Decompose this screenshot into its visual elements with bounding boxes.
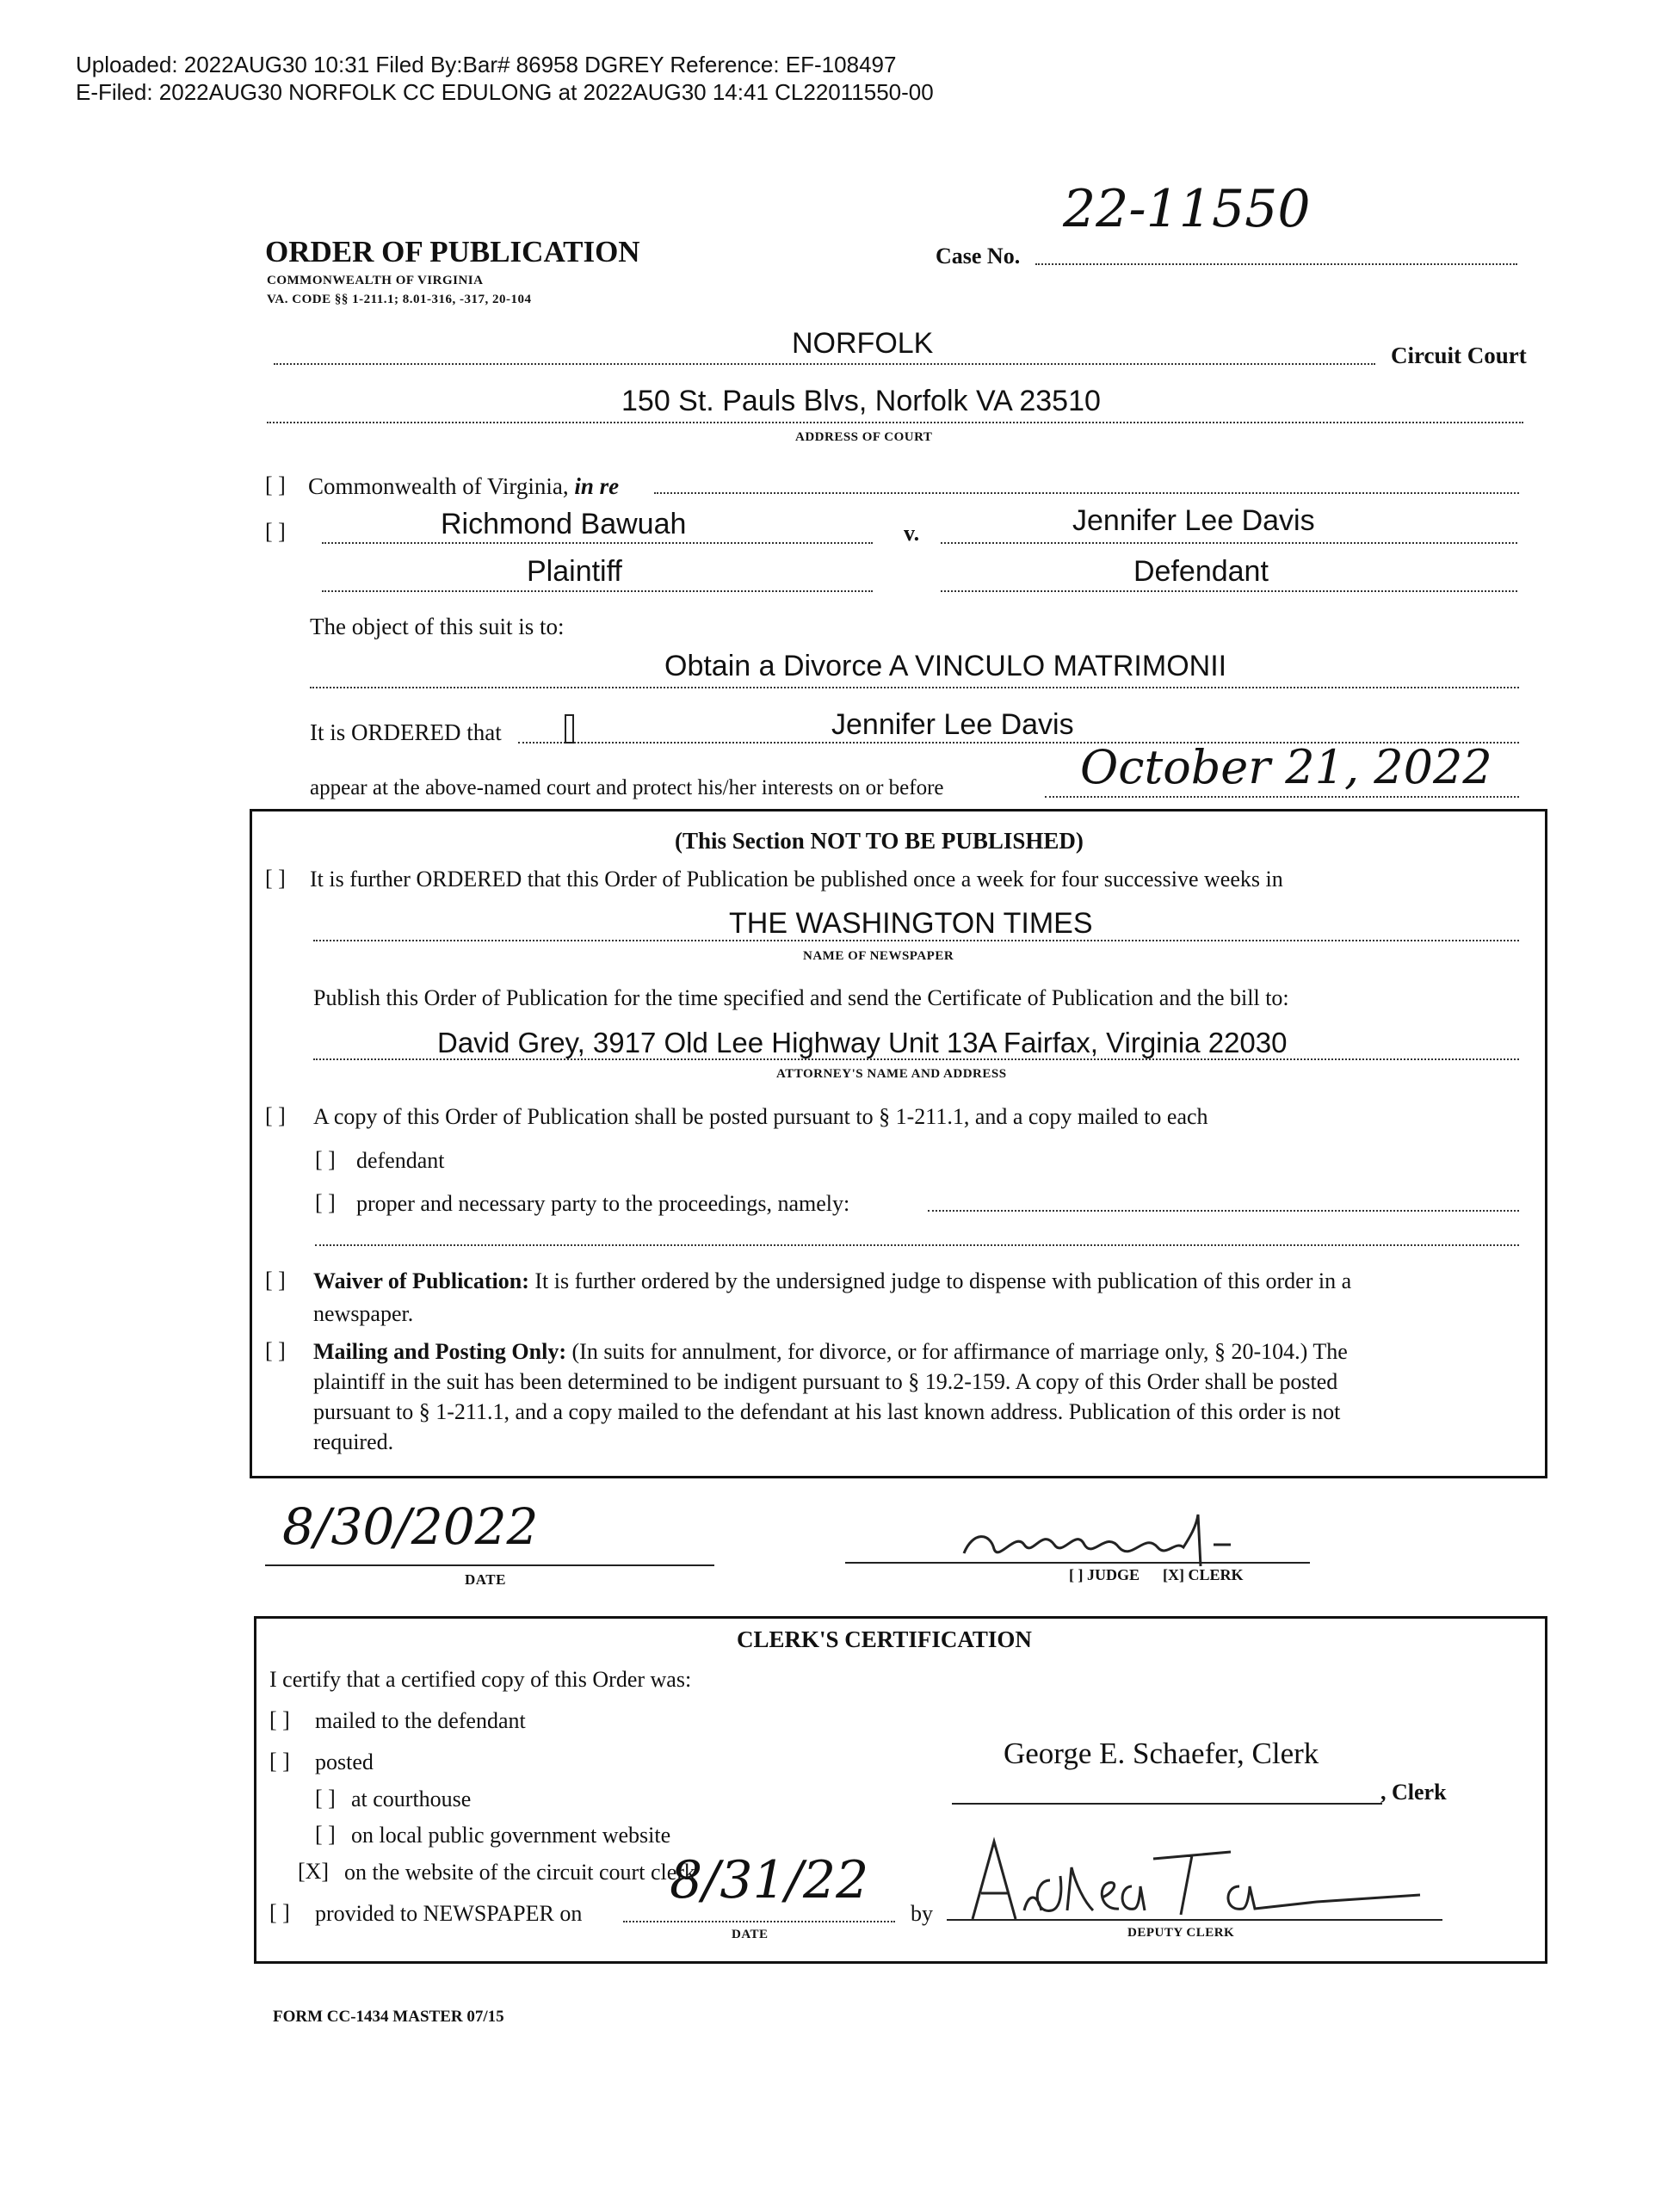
mailing-text-3: pursuant to § 1-211.1, and a copy mailed to the defendant at his last known address. Publication of this order is not bbox=[313, 1399, 1341, 1424]
ordered-cursor-mark bbox=[565, 714, 574, 744]
certification-intro: I certify that a certified copy of this Order was: bbox=[269, 1667, 692, 1692]
judge-checkbox[interactable]: [ ] bbox=[1069, 1566, 1084, 1583]
date-label: DATE bbox=[465, 1571, 506, 1588]
mailing-text-2: plaintiff in the suit has been determined to be indigent pursuant to § 19.2-159. A copy of this Order shall be posted bbox=[313, 1369, 1338, 1394]
signed-date: 8/30/2022 bbox=[282, 1497, 539, 1556]
case-no-label: Case No. bbox=[936, 244, 1021, 268]
party-option-label: proper and necessary party to the proceedings, namely: bbox=[356, 1191, 850, 1216]
mailing-checkbox[interactable]: [ ] bbox=[265, 1338, 286, 1363]
judge-clerk-labels bbox=[1069, 1566, 1244, 1584]
party-names-line bbox=[928, 1210, 1519, 1212]
gov-website-label: on local public government website bbox=[351, 1823, 671, 1848]
waiver-checkbox[interactable]: [ ] bbox=[265, 1268, 286, 1293]
defendant-name: Jennifer Lee Davis bbox=[1072, 504, 1315, 537]
mailing-text-1: (In suits for annulment, for divorce, or for affirmance of marriage only, § 20-104.) The bbox=[571, 1339, 1348, 1364]
case-no-value: 22-11550 bbox=[1063, 179, 1311, 239]
ordered-label: It is ORDERED that bbox=[310, 719, 502, 745]
defendant-label-line bbox=[941, 590, 1517, 592]
form-id: FORM CC-1434 MASTER 07/15 bbox=[273, 2008, 504, 2026]
in-re-label: in re bbox=[574, 473, 620, 499]
mailed-label: mailed to the defendant bbox=[315, 1708, 526, 1733]
waiver-line-1 bbox=[313, 1268, 1351, 1294]
defendant-label: Defendant bbox=[1133, 555, 1269, 588]
by-label: by bbox=[911, 1901, 933, 1926]
party-names-line-2 bbox=[315, 1244, 1519, 1246]
deputy-clerk-label: DEPUTY CLERK bbox=[1127, 1926, 1235, 1940]
appear-label: appear at the above-named court and protect his/her interests on or before bbox=[310, 776, 944, 799]
defendant-option-label: defendant bbox=[356, 1148, 445, 1173]
versus-label: v. bbox=[904, 521, 920, 546]
commonwealth-checkbox[interactable]: [ ] bbox=[265, 472, 286, 497]
commonwealth-line bbox=[654, 492, 1519, 494]
efile-header-line-1: Uploaded: 2022AUG30 10:31 Filed By:Bar# 86958 DGREY Reference: EF-108497 bbox=[76, 52, 897, 77]
case-no-line bbox=[1035, 263, 1517, 265]
newspaper-provided-label: provided to NEWSPAPER on bbox=[315, 1901, 583, 1926]
newspaper-provided-checkbox[interactable]: [ ] bbox=[269, 1900, 290, 1925]
date-line bbox=[265, 1564, 714, 1566]
plaintiff-label-line bbox=[322, 590, 873, 592]
plaintiff-name: Richmond Bawuah bbox=[441, 508, 687, 540]
ordered-value: Jennifer Lee Davis bbox=[831, 708, 1074, 741]
newspaper-date: 8/31/22 bbox=[670, 1850, 869, 1910]
court-address-line bbox=[267, 422, 1523, 423]
mailing-title: Mailing and Posting Only: bbox=[313, 1339, 566, 1364]
publish-text: It is further ORDERED that this Order of Publication be published once a week for four successive weeks in bbox=[310, 867, 1283, 892]
clerk-certification-heading: CLERK'S CERTIFICATION bbox=[737, 1626, 1032, 1652]
clerk-website-checkbox[interactable]: [X] bbox=[298, 1859, 330, 1884]
deputy-clerk-signature bbox=[955, 1833, 1437, 1928]
deputy-clerk-line bbox=[947, 1919, 1442, 1921]
send-text: Publish this Order of Publication for the time specified and send the Certificate of Publication and the bill to: bbox=[313, 985, 1289, 1010]
clerk-name-line bbox=[952, 1803, 1382, 1805]
court-name: NORFOLK bbox=[792, 327, 934, 360]
posted-cert-label: posted bbox=[315, 1749, 374, 1774]
object-value: Obtain a Divorce A VINCULO MATRIMONII bbox=[664, 650, 1227, 682]
courthouse-label: at courthouse bbox=[351, 1786, 472, 1811]
attorney-value: David Grey, 3917 Old Lee Highway Unit 13A Fairfax, Virginia 22030 bbox=[437, 1027, 1288, 1058]
newspaper-value: THE WASHINGTON TIMES bbox=[729, 907, 1093, 940]
publish-checkbox[interactable]: [ ] bbox=[265, 866, 286, 891]
defendant-name-line bbox=[941, 542, 1517, 544]
attorney-label: ATTORNEY'S NAME AND ADDRESS bbox=[776, 1067, 1007, 1081]
posted-checkbox[interactable]: [ ] bbox=[265, 1103, 286, 1128]
posted-cert-checkbox[interactable]: [ ] bbox=[269, 1749, 290, 1774]
commonwealth-label-text: Commonwealth of Virginia, bbox=[308, 473, 569, 499]
courthouse-checkbox[interactable]: [ ] bbox=[315, 1786, 336, 1811]
plaintiff-name-line bbox=[322, 542, 873, 544]
unpublished-heading: (This Section NOT TO BE PUBLISHED) bbox=[675, 828, 1084, 854]
efile-header-line-2: E-Filed: 2022AUG30 NORFOLK CC EDULONG at 2022AUG30 14:41 CL22011550-00 bbox=[76, 79, 934, 105]
waiver-title: Waiver of Publication: bbox=[313, 1268, 529, 1293]
party-option-checkbox[interactable]: [ ] bbox=[315, 1190, 336, 1215]
plaintiff-label: Plaintiff bbox=[527, 555, 622, 588]
commonwealth-label bbox=[308, 473, 619, 500]
newspaper-date-label: DATE bbox=[732, 1928, 769, 1941]
mailing-line-1 bbox=[313, 1339, 1348, 1365]
waiver-text-2: newspaper. bbox=[313, 1301, 414, 1326]
form-subtitle-commonwealth: COMMONWEALTH OF VIRGINIA bbox=[267, 274, 484, 287]
clerk-checkbox[interactable]: [X] bbox=[1163, 1566, 1185, 1583]
form-subtitle-code: VA. CODE §§ 1-211.1; 8.01-316, -317, 20-104 bbox=[267, 293, 532, 306]
appear-date-line bbox=[1045, 796, 1519, 798]
newspaper-date-line bbox=[623, 1921, 895, 1922]
clerk-label: CLERK bbox=[1188, 1566, 1244, 1583]
gov-website-checkbox[interactable]: [ ] bbox=[315, 1822, 336, 1847]
object-label: The object of this suit is to: bbox=[310, 614, 565, 639]
object-line bbox=[310, 687, 1519, 688]
court-address-label: ADDRESS OF COURT bbox=[795, 430, 933, 444]
signature-line bbox=[845, 1562, 1310, 1564]
clerk-website-label: on the website of the circuit court clerk bbox=[344, 1860, 695, 1885]
mailing-text-4: required. bbox=[313, 1429, 394, 1454]
circuit-court-label: Circuit Court bbox=[1391, 342, 1527, 368]
judge-label: JUDGE bbox=[1087, 1566, 1140, 1583]
form-title: ORDER OF PUBLICATION bbox=[265, 235, 640, 268]
clerk-signature bbox=[955, 1506, 1317, 1575]
clerk-name: George E. Schaefer, Clerk bbox=[1004, 1737, 1319, 1770]
clerk-suffix: , Clerk bbox=[1380, 1780, 1447, 1805]
parties-checkbox[interactable]: [ ] bbox=[265, 519, 286, 544]
appear-date: October 21, 2022 bbox=[1080, 740, 1492, 794]
defendant-option-checkbox[interactable]: [ ] bbox=[315, 1147, 336, 1172]
waiver-text-1: It is further ordered by the undersigned judge to dispense with publication of this order in a bbox=[534, 1268, 1352, 1293]
newspaper-label: NAME OF NEWSPAPER bbox=[803, 949, 954, 963]
posted-text: A copy of this Order of Publication shall be posted pursuant to § 1-211.1, and a copy mailed to each bbox=[313, 1104, 1208, 1129]
mailed-checkbox[interactable]: [ ] bbox=[269, 1707, 290, 1732]
court-name-line bbox=[274, 363, 1375, 365]
court-address: 150 St. Pauls Blvs, Norfolk VA 23510 bbox=[621, 385, 1101, 417]
